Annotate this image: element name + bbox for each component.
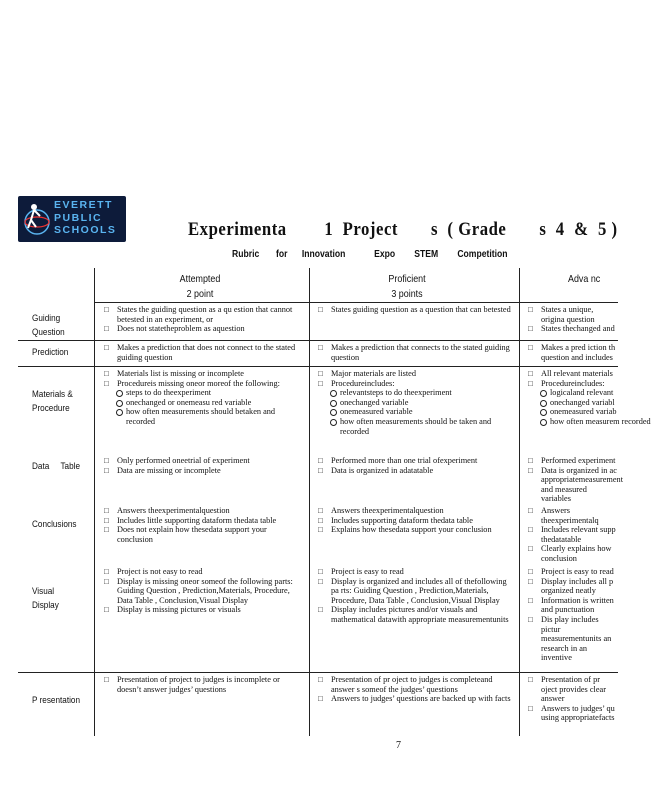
criterion-text: □ Procedureis missing oneor moreof the following:: [104, 379, 302, 389]
cell-datatable-attempted: [104, 456, 302, 475]
criterion-text: □ Display is missing oneor someof the following parts: Guiding Question , Prediction,Materials, Procedure, Data Table , Conclusion,Visual Display: [104, 577, 302, 606]
header-attempted: [149, 272, 251, 302]
cell-conclusions-advanced: [528, 506, 618, 564]
criterion-text: □ Answers to judges’ questions are backed up with facts: [318, 694, 514, 704]
grid-line: [18, 366, 618, 367]
criterion-text: □ Data is organized in ac appropriatemeasurement and measured variables: [528, 466, 618, 504]
cell-guiding-advanced: [528, 305, 618, 334]
criterion-text: □ Includes relevant supp thedatatable: [528, 525, 618, 544]
everett-public-schools-logo: [18, 196, 126, 242]
grid-line: [309, 268, 310, 736]
criterion-text: □ Display is missing pictures or visuals: [104, 605, 302, 615]
cell-prediction-advanced: [528, 343, 618, 362]
criterion-text: □ Presentation of project to judges is incomplete or doesn’t answer judges’ questions: [104, 675, 302, 694]
row-label-materials-procedure: Materials & Procedure: [32, 389, 73, 414]
criterion-text: □ Materials list is missing or incomplete: [104, 369, 302, 379]
criterion-subitem: logicaland relevant: [528, 388, 618, 398]
criterion-text: □ Answers theexperimentalquestion: [104, 506, 302, 516]
page-number: 7: [396, 740, 401, 751]
criterion-text: □ Explains how thesedata support your conclusion: [318, 525, 514, 535]
header-proficient-name: Proficient: [388, 273, 426, 285]
criterion-subitem: onemeasured variable: [318, 407, 514, 417]
row-label-presentation: P resentation: [32, 695, 80, 706]
criterion-text: □ Procedureincludes:: [318, 379, 514, 389]
globe-figure-icon: [20, 198, 54, 240]
criterion-text: □ Only performed oneetrial of experiment: [104, 456, 302, 466]
criterion-text: □ Does not explain how thesedata support your conclusion: [104, 525, 302, 544]
logo-line-2: PUBLIC: [54, 211, 103, 224]
cell-presentation-attempted: [104, 675, 302, 694]
cell-conclusions-proficient: [318, 506, 514, 535]
row-label-guiding-question: Guiding Question: [32, 313, 65, 338]
cell-datatable-proficient: [318, 456, 514, 475]
criterion-text: □ Display includes pictures and/or visuals and mathematical datawith appropriate measurementunits: [318, 605, 514, 624]
criterion-text: □ Display is organized and includes all of thefollowing pa rts: Guiding Question , Prediction,Materials, Procedure, Data Table , Conclusion,Visual Display: [318, 577, 514, 606]
criterion-text: □ Project is easy to read: [318, 567, 514, 577]
cell-visual-proficient: [318, 567, 514, 625]
criterion-subitem: onechanged variabl: [528, 398, 618, 408]
criterion-subitem: relevantsteps to do theexperiment: [318, 388, 514, 398]
cell-guiding-attempted: [104, 305, 302, 334]
criterion-text: □ Makes a prediction that connects to the stated guiding question: [318, 343, 514, 362]
header-proficient: [360, 272, 454, 302]
header-advanced: [568, 272, 636, 287]
cell-materials-advanced: [528, 369, 651, 427]
criterion-text: □ Major materials are listed: [318, 369, 514, 379]
criterion-text: □ Includes little supporting dataform thedata table: [104, 516, 302, 526]
criterion-text: □ Project is not easy to read: [104, 567, 302, 577]
cell-materials-attempted: [104, 369, 302, 427]
criterion-text: □ Answers to judges’ qu using appropriatefacts: [528, 704, 618, 723]
cell-visual-attempted: [104, 567, 302, 615]
criterion-text: □ Answers theexperimentalquestion: [318, 506, 514, 516]
document-title: Experimenta 1 Project s ( Grade s 4 & 5 ): [188, 219, 618, 240]
header-attempted-points: 2 point: [186, 288, 214, 300]
criterion-subitem: onechanged variable: [318, 398, 514, 408]
criterion-text: □ States a unique, origina question: [528, 305, 618, 324]
header-attempted-name: Attempted: [179, 273, 221, 285]
criterion-text: □ Includes supporting dataform thedata table: [318, 516, 514, 526]
row-label-visual-display: Visual Display: [32, 586, 59, 611]
criterion-subitem: onemeasured variab: [528, 407, 618, 417]
criterion-text: □ States guiding question as a question that can betested: [318, 305, 514, 315]
criterion-text: □ Makes a prediction that does not connect to the stated guiding question: [104, 343, 302, 362]
criterion-text: □ Data is organized in adatatable: [318, 466, 514, 476]
row-label-data-table: Data Table: [32, 461, 80, 472]
header-advanced-name: Adva nc: [568, 273, 601, 285]
criterion-text: □ Dis play includes pictur measurementunits an research in an inventive: [528, 615, 618, 663]
cell-datatable-advanced: [528, 456, 624, 504]
cell-guiding-proficient: [318, 305, 514, 315]
criterion-text: □ Information is written and punctuation: [528, 596, 618, 615]
criterion-text: □ Display includes all p organized neatly: [528, 577, 618, 596]
header-proficient-points: 3 points: [391, 288, 423, 300]
criterion-subitem: how often measurem recorded: [528, 417, 618, 427]
cell-prediction-attempted: [104, 343, 302, 362]
cell-materials-proficient: [318, 369, 514, 436]
criterion-text: □ Presentation of pr oject to judges is completeand answer s someof the judges’ questions: [318, 675, 514, 694]
criterion-text: □ Project is easy to read: [528, 567, 618, 577]
criterion-text: □ Performed experiment: [528, 456, 618, 466]
criterion-subitem: steps to do theexperiment: [104, 388, 302, 398]
criterion-subitem: onechanged or onemeasu red variable: [104, 398, 302, 408]
logo-line-1: EVERETT: [54, 199, 113, 211]
row-label-conclusions: Conclusions: [32, 519, 77, 530]
criterion-text: □ Presentation of pr oject provides clear answer: [528, 675, 618, 704]
grid-line: [94, 268, 95, 736]
criterion-text: □ Procedureincludes:: [528, 379, 618, 389]
grid-line: [94, 302, 618, 303]
criterion-text: □ States the guiding question as a qu estion that cannot betested in an experiment, or: [104, 305, 302, 324]
logo-line-3: SCHOOLS: [54, 224, 117, 237]
cell-presentation-advanced: [528, 675, 618, 723]
cell-visual-advanced: [528, 567, 618, 663]
criterion-subitem: how often measurements should betaken and recorded: [104, 407, 302, 426]
criterion-text: □ Answers theexperimentalq: [528, 506, 618, 525]
cell-prediction-proficient: [318, 343, 514, 362]
grid-line: [18, 340, 618, 341]
criterion-text: □ States thechanged and: [528, 324, 618, 334]
cell-presentation-proficient: [318, 675, 514, 704]
criterion-subitem: how often measurements should be taken and recorded: [318, 417, 514, 436]
grid-line: [519, 268, 520, 736]
criterion-text: □ Does not statetheproblem as aquestion: [104, 324, 302, 334]
criterion-text: □ Makes a pred iction th question and includes: [528, 343, 618, 362]
criterion-text: □ All relevant materials: [528, 369, 618, 379]
criterion-text: □ Data are missing or incomplete: [104, 466, 302, 476]
criterion-text: □ Clearly explains how conclusion: [528, 544, 618, 563]
cell-conclusions-attempted: [104, 506, 302, 544]
grid-line: [18, 672, 618, 673]
row-label-prediction: Prediction: [32, 347, 69, 358]
criterion-text: □ Performed more than one trial ofexperiment: [318, 456, 514, 466]
document-subtitle: Rubric for Innovation Expo STEM Competition: [232, 248, 508, 260]
